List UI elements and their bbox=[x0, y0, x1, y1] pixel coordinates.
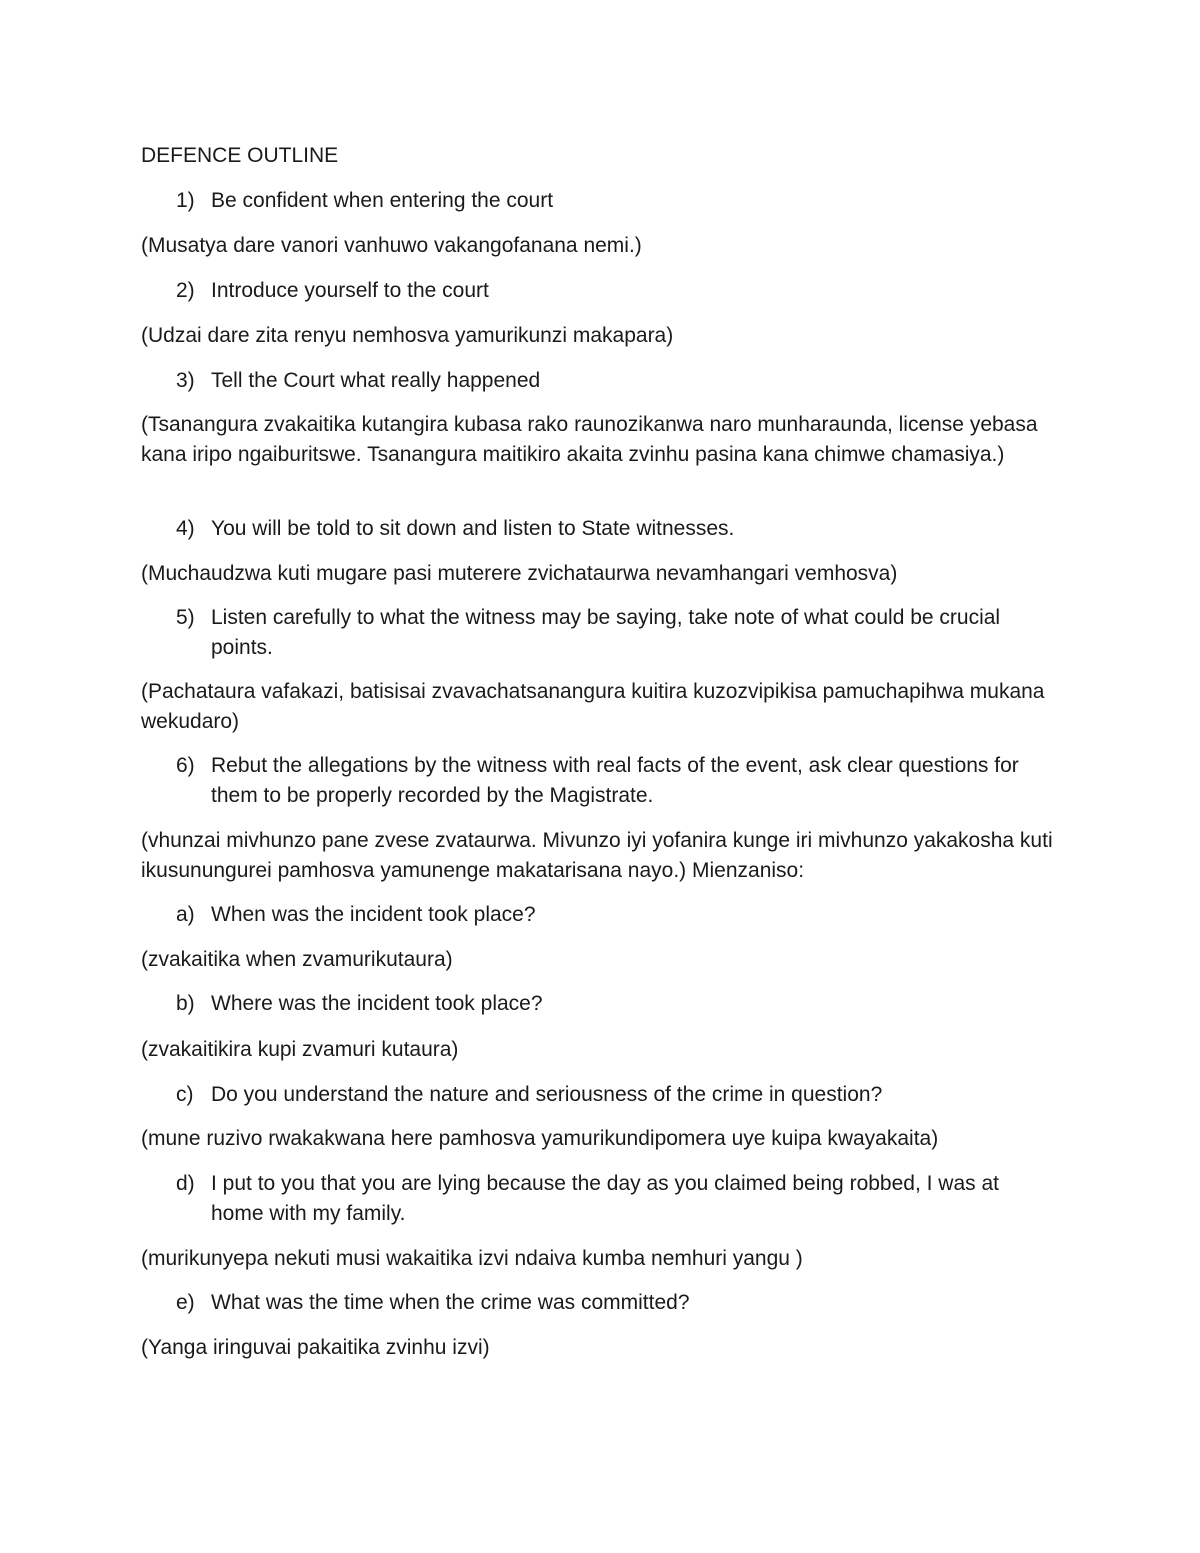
list-item-2 bbox=[176, 276, 1056, 306]
list-item-5 bbox=[176, 603, 1056, 663]
list-item-text: Tell the Court what really happened bbox=[211, 369, 541, 392]
list-item-d bbox=[176, 1169, 1056, 1229]
translation-paragraph: (zvakaitika when zvamurikutaura) bbox=[141, 948, 453, 971]
list-item-1 bbox=[176, 186, 1056, 216]
list-item-text: Introduce yourself to the court bbox=[211, 279, 489, 302]
list-marker: b) bbox=[176, 992, 195, 1015]
list-item-text: Listen carefully to what the witness may be saying, take note of what could be crucial points. bbox=[211, 606, 1001, 659]
translation-paragraph: (murikunyepa nekuti musi wakaitika izvi ndaiva kumba nemhuri yangu ) bbox=[141, 1247, 803, 1270]
list-marker: 2) bbox=[176, 279, 195, 302]
translation-paragraph: (Muchaudzwa kuti mugare pasi muterere zvichataurwa nevamhangari vemhosva) bbox=[141, 562, 898, 585]
list-item-text: I put to you that you are lying because the day as you claimed being robbed, I was at home with my family. bbox=[211, 1172, 999, 1225]
list-marker: 6) bbox=[176, 754, 195, 777]
document-title: DEFENCE OUTLINE bbox=[141, 144, 339, 167]
list-item-text: Do you understand the nature and seriousness of the crime in question? bbox=[211, 1083, 883, 1106]
list-marker: a) bbox=[176, 903, 195, 926]
list-item-text: You will be told to sit down and listen to State witnesses. bbox=[211, 517, 735, 540]
translation-paragraph: (mune ruzivo rwakakwana here pamhosva yamurikundipomera uye kuipa kwayakaita) bbox=[141, 1127, 939, 1150]
list-marker: e) bbox=[176, 1291, 195, 1314]
list-item-a bbox=[176, 900, 1056, 930]
translation-paragraph: (Tsanangura zvakaitika kutangira kubasa rako raunozikanwa naro munharaunda, license yebasa kana iripo ngaiburitswe. Tsanangura maitikiro akaita zvinhu pasina kana chimwe chamasiya.) bbox=[141, 413, 1038, 466]
list-item-3 bbox=[176, 366, 1056, 396]
list-item-e bbox=[176, 1288, 1056, 1318]
translation-paragraph: (Musatya dare vanori vanhuwo vakangofanana nemi.) bbox=[141, 234, 642, 257]
translation-paragraph: (zvakaitikira kupi zvamuri kutaura) bbox=[141, 1038, 459, 1061]
list-item-text: Where was the incident took place? bbox=[211, 992, 543, 1015]
list-marker: 4) bbox=[176, 517, 195, 540]
list-marker: 3) bbox=[176, 369, 195, 392]
list-item-b bbox=[176, 989, 1056, 1019]
translation-paragraph: (Udzai dare zita renyu nemhosva yamurikunzi makapara) bbox=[141, 324, 674, 347]
list-marker: 5) bbox=[176, 606, 195, 629]
list-marker: 1) bbox=[176, 189, 195, 212]
translation-paragraph: (Yanga iringuvai pakaitika zvinhu izvi) bbox=[141, 1336, 490, 1359]
list-item-text: Rebut the allegations by the witness with real facts of the event, ask clear questions for them to be properly recorded by the Magistrate. bbox=[211, 754, 1019, 807]
translation-paragraph: (vhunzai mivhunzo pane zvese zvataurwa. Mivunzo iyi yofanira kunge iri mivhunzo yakakosha kuti ikusunungurei pamhosva yamunenge makatarisana nayo.) Mienzaniso: bbox=[141, 829, 1053, 882]
list-item-text: When was the incident took place? bbox=[211, 903, 536, 926]
translation-paragraph: (Pachataura vafakazi, batisisai zvavachatsanangura kuitira kuzozvipikisa pamuchapihwa mukana wekudaro) bbox=[141, 680, 1045, 733]
list-item-c bbox=[176, 1080, 1056, 1110]
list-item-6 bbox=[176, 751, 1056, 811]
list-item-text: What was the time when the crime was committed? bbox=[211, 1291, 690, 1314]
list-item-4 bbox=[176, 514, 1056, 544]
list-marker: c) bbox=[176, 1083, 194, 1106]
list-marker: d) bbox=[176, 1172, 195, 1195]
list-item-text: Be confident when entering the court bbox=[211, 189, 554, 212]
